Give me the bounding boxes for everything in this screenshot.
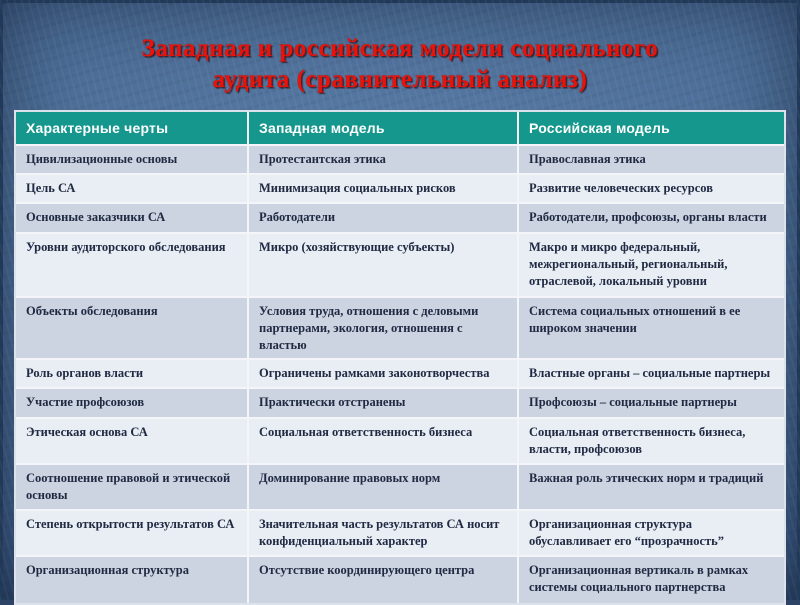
cell-feature: Участие профсоюзов [26, 395, 145, 409]
cell-western: Минимизация социальных рисков [247, 175, 517, 202]
table-row [16, 296, 784, 358]
cell-feature: Роль органов власти [26, 366, 144, 380]
cell-western: Доминирование правовых норм [247, 465, 517, 509]
cell-western: Социальная ответственность бизнеса [247, 419, 517, 463]
cell-russian: Организационная структура обуславливает его “прозрачность” [517, 511, 784, 555]
cell-feature: Цивилизационные основы [26, 152, 178, 166]
cell-western: Протестантская этика [247, 146, 517, 173]
table-row [16, 417, 784, 463]
cell-western: Отсутствие координирующего центра [247, 557, 517, 603]
cell-feature: Степень открытости результатов СА [26, 517, 235, 531]
cell-western: Микро (хозяйствующие субъекты) [247, 234, 517, 296]
table-header-row [16, 112, 784, 144]
table-row [16, 232, 784, 296]
cell-russian: Важная роль этических норм и традиций [517, 465, 784, 509]
cell-western: Условия труда, отношения с деловыми партнерами, экология, отношения с властью [247, 298, 517, 358]
cell-feature: Объекты обследования [26, 304, 158, 318]
cell-feature: Соотношение правовой и этической основы [26, 471, 231, 502]
table-row [16, 173, 784, 202]
cell-russian: Работодатели, профсоюзы, органы власти [517, 204, 784, 232]
header-cell-russian: Российская модель [517, 112, 784, 144]
header-cell-feature: Характерные черты [26, 120, 169, 136]
slide-title [0, 33, 800, 95]
table-row [16, 202, 784, 232]
cell-russian: Профсоюзы – социальные партнеры [517, 389, 784, 417]
comparison-table [14, 110, 786, 605]
cell-feature: Цель СА [26, 181, 76, 195]
cell-western: Значительная часть результатов СА носит конфиденциальный характер [247, 511, 517, 555]
cell-feature: Этическая основа СА [26, 425, 148, 439]
table-row [16, 387, 784, 417]
cell-russian: Социальная ответственность бизнеса, власти, профсоюзов [517, 419, 784, 463]
cell-russian: Макро и микро федеральный, межрегиональный, региональный, отраслевой, локальный уровни [517, 234, 784, 296]
cell-russian: Развитие человеческих ресурсов [517, 175, 784, 202]
cell-feature: Уровни аудиторского обследования [26, 240, 226, 254]
cell-feature: Основные заказчики СА [26, 210, 166, 224]
slide-title-line2: аудита (сравнительный анализ) [212, 66, 588, 93]
cell-russian: Властные органы – социальные партнеры [517, 360, 784, 387]
header-cell-western: Западная модель [247, 112, 517, 144]
table-row [16, 509, 784, 555]
cell-russian: Организационная вертикаль в рамках системы социального партнерства [517, 557, 784, 603]
cell-russian: Система социальных отношений в ее широком значении [517, 298, 784, 358]
table-row [16, 555, 784, 603]
cell-western: Практически отстранены [247, 389, 517, 417]
table-row [16, 463, 784, 509]
cell-western: Работодатели [247, 204, 517, 232]
slide-title-line1: Западная и российская модели социального [141, 35, 659, 62]
cell-feature: Организационная структура [26, 563, 189, 577]
cell-western: Ограничены рамками законотворчества [247, 360, 517, 387]
table-row [16, 144, 784, 173]
table-row [16, 358, 784, 387]
cell-russian: Православная этика [517, 146, 784, 173]
